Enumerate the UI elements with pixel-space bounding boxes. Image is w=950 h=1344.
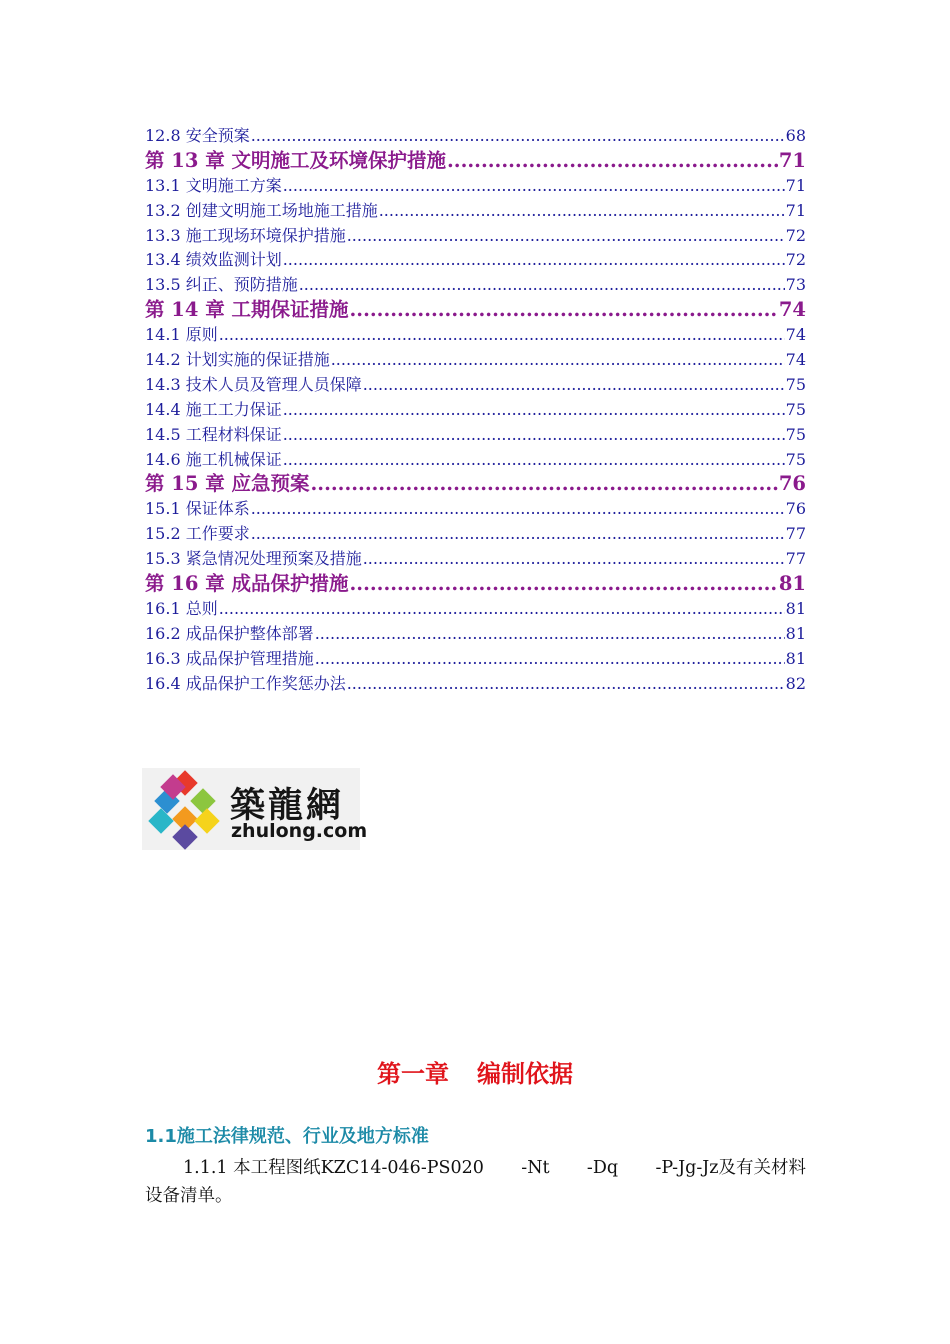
table-of-contents bbox=[145, 124, 806, 696]
toc-page-number: 72 bbox=[785, 250, 806, 270]
toc-section-entry[interactable] bbox=[145, 672, 806, 697]
toc-entry-title: 12.8 安全预案 bbox=[145, 125, 250, 145]
toc-entry-title: 14.6 施工机械保证 bbox=[145, 449, 282, 469]
toc-page-number: 81 bbox=[785, 598, 806, 618]
toc-page-number: 71 bbox=[778, 148, 806, 172]
toc-dot-leader bbox=[299, 273, 785, 298]
logo-square bbox=[148, 808, 173, 833]
toc-entry-title: 13.5 纠正、预防措施 bbox=[145, 275, 298, 295]
logo-mark-icon bbox=[142, 768, 232, 850]
toc-dot-leader bbox=[283, 174, 785, 199]
toc-section-entry[interactable] bbox=[145, 124, 806, 149]
toc-dot-leader bbox=[347, 672, 785, 697]
toc-entry-title: 16.3 成品保护管理措施 bbox=[145, 648, 314, 668]
toc-dot-leader bbox=[219, 597, 785, 622]
toc-section-entry[interactable] bbox=[145, 497, 806, 522]
toc-page-number: 75 bbox=[785, 374, 806, 394]
toc-section-entry[interactable] bbox=[145, 174, 806, 199]
toc-page-number: 77 bbox=[785, 524, 806, 544]
paragraph-text-b: -Nt bbox=[521, 1158, 550, 1178]
toc-section-entry[interactable] bbox=[145, 597, 806, 622]
toc-dot-leader bbox=[315, 622, 785, 647]
logo-square bbox=[172, 824, 197, 849]
toc-section-entry[interactable] bbox=[145, 248, 806, 273]
toc-dot-leader bbox=[363, 373, 785, 398]
toc-section-entry[interactable] bbox=[145, 373, 806, 398]
logo-domain: zhulong.com bbox=[231, 820, 368, 842]
toc-dot-leader bbox=[251, 497, 785, 522]
toc-page-number: 74 bbox=[785, 350, 806, 369]
toc-page-number: 73 bbox=[785, 275, 806, 295]
toc-page-number: 71 bbox=[785, 175, 806, 195]
toc-dot-leader bbox=[219, 323, 785, 348]
toc-section-entry[interactable] bbox=[145, 423, 806, 448]
toc-entry-title: 13.1 文明施工方案 bbox=[145, 175, 282, 195]
toc-section-entry[interactable] bbox=[145, 647, 806, 672]
paragraph-text-c: -Dq bbox=[586, 1158, 619, 1178]
toc-dot-leader bbox=[363, 547, 785, 572]
toc-page-number: 72 bbox=[785, 225, 806, 245]
toc-page-number: 77 bbox=[785, 549, 806, 569]
toc-page-number: 74 bbox=[785, 325, 806, 345]
paragraph-text-d: -P-Jg-Jz及有关材料 bbox=[655, 1158, 806, 1178]
toc-entry-title: 14.2 计划实施的保证措施 bbox=[145, 350, 330, 369]
toc-entry-title: 16.2 成品保护整体部署 bbox=[145, 623, 314, 643]
toc-page-number: 74 bbox=[778, 298, 806, 322]
toc-section-entry[interactable] bbox=[145, 622, 806, 647]
toc-dot-leader bbox=[350, 572, 778, 597]
toc-entry-title: 14.5 工程材料保证 bbox=[145, 424, 282, 444]
toc-entry-title: 第 13 章 文明施工及环境保护措施 bbox=[145, 148, 447, 172]
toc-dot-leader bbox=[283, 448, 785, 473]
logo-square bbox=[194, 808, 219, 833]
toc-chapter-entry[interactable] bbox=[145, 298, 806, 323]
toc-entry-title: 15.1 保证体系 bbox=[145, 499, 250, 519]
toc-page-number: 82 bbox=[785, 673, 806, 693]
logo-square bbox=[190, 788, 215, 813]
toc-entry-title: 15.2 工作要求 bbox=[145, 524, 250, 544]
toc-dot-leader bbox=[251, 522, 785, 547]
paragraph-number: 1.1.1 bbox=[183, 1158, 228, 1178]
toc-dot-leader bbox=[283, 398, 785, 423]
toc-chapter-entry[interactable] bbox=[145, 572, 806, 597]
toc-page-number: 81 bbox=[778, 572, 806, 596]
toc-page-number: 75 bbox=[785, 424, 806, 444]
toc-chapter-entry[interactable] bbox=[145, 472, 806, 497]
toc-dot-leader bbox=[283, 423, 785, 448]
toc-entry-title: 14.3 技术人员及管理人员保障 bbox=[145, 374, 362, 394]
toc-section-entry[interactable] bbox=[145, 273, 806, 298]
toc-chapter-entry[interactable] bbox=[145, 149, 806, 174]
toc-page-number: 76 bbox=[778, 472, 806, 496]
body-paragraph bbox=[145, 1154, 806, 1210]
toc-dot-leader bbox=[447, 149, 778, 174]
toc-entry-title: 13.2 创建文明施工场地施工措施 bbox=[145, 200, 378, 220]
toc-section-entry[interactable] bbox=[145, 398, 806, 423]
toc-dot-leader bbox=[379, 199, 785, 224]
toc-entry-title: 15.3 紧急情况处理预案及措施 bbox=[145, 549, 362, 569]
toc-dot-leader bbox=[350, 298, 778, 323]
toc-page-number: 68 bbox=[785, 125, 806, 145]
chapter-number: 第一章 bbox=[377, 1059, 449, 1088]
toc-section-entry[interactable] bbox=[145, 224, 806, 249]
toc-dot-leader bbox=[251, 124, 785, 149]
zhulong-logo bbox=[142, 768, 368, 850]
toc-entry-title: 16.4 成品保护工作奖惩办法 bbox=[145, 673, 346, 693]
toc-dot-leader bbox=[347, 224, 785, 249]
chapter-heading bbox=[0, 1054, 950, 1089]
toc-page-number: 81 bbox=[785, 623, 806, 643]
toc-entry-title: 13.3 施工现场环境保护措施 bbox=[145, 225, 346, 245]
paragraph-text-a: 本工程图纸KZC14-046-PS020 bbox=[233, 1158, 484, 1178]
toc-dot-leader bbox=[283, 248, 785, 273]
toc-section-entry[interactable] bbox=[145, 547, 806, 572]
toc-page-number: 76 bbox=[785, 499, 806, 519]
toc-entry-title: 14.1 原则 bbox=[145, 325, 218, 345]
toc-page-number: 75 bbox=[785, 449, 806, 469]
toc-entry-title: 第 15 章 应急预案 bbox=[145, 472, 310, 496]
toc-dot-leader bbox=[315, 647, 785, 672]
logo-name: 築龍網 bbox=[230, 786, 345, 826]
toc-section-entry[interactable] bbox=[145, 448, 806, 473]
toc-entry-title: 14.4 施工工力保证 bbox=[145, 399, 282, 419]
toc-page-number: 71 bbox=[785, 200, 806, 220]
paragraph-line-2: 设备清单。 bbox=[145, 1186, 233, 1206]
toc-entry-title: 第 16 章 成品保护措施 bbox=[145, 572, 349, 596]
toc-section-entry[interactable] bbox=[145, 199, 806, 224]
toc-entry-title: 16.1 总则 bbox=[145, 598, 218, 618]
toc-section-entry[interactable] bbox=[145, 522, 806, 547]
chapter-title: 编制依据 bbox=[477, 1059, 573, 1088]
toc-section-entry[interactable] bbox=[145, 348, 806, 373]
toc-section-entry[interactable] bbox=[145, 323, 806, 348]
subsection-heading: 1.1施工法律规范、行业及地方标准 bbox=[145, 1126, 429, 1147]
toc-dot-leader bbox=[331, 348, 785, 373]
toc-page-number: 75 bbox=[785, 399, 806, 419]
toc-dot-leader bbox=[311, 472, 778, 497]
toc-entry-title: 13.4 绩效监测计划 bbox=[145, 250, 282, 270]
toc-page-number: 81 bbox=[785, 648, 806, 668]
toc-entry-title: 第 14 章 工期保证措施 bbox=[145, 298, 349, 322]
